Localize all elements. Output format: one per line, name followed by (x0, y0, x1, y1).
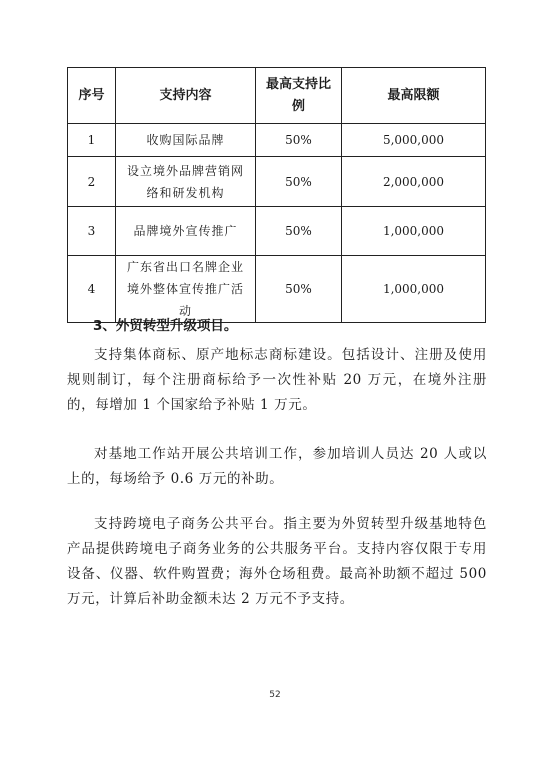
cell-content: 品牌境外宣传推广 (116, 207, 256, 256)
cell-no: 2 (68, 157, 116, 207)
cell-limit: 2,000,000 (342, 157, 486, 207)
table-row (68, 207, 486, 256)
cell-limit: 5,000,000 (342, 124, 486, 157)
cell-ratio: 50% (256, 207, 342, 256)
cell-limit: 1,000,000 (342, 256, 486, 323)
cell-content: 广东省出口名牌企业境外整体宣传推广活动 (116, 256, 256, 323)
cell-ratio: 50% (256, 157, 342, 207)
header-ratio: 最高支持比例 (256, 68, 342, 124)
table-row (68, 256, 486, 323)
table-row (68, 157, 486, 207)
cell-no: 1 (68, 124, 116, 157)
cell-ratio: 50% (256, 256, 342, 323)
page-number: 52 (269, 690, 281, 700)
header-content: 支持内容 (116, 68, 256, 124)
table-row (68, 124, 486, 157)
paragraph-training: 对基地工作站开展公共培训工作，参加培训人员达 20 人或以上的，每场给予 0.6 万元的补助。 (67, 446, 487, 487)
paragraph-trademark: 支持集体商标、原产地标志商标建设。包括设计、注册及使用规则制订，每个注册商标给予一次性补贴 20 万元，在境外注册的，每增加 1 个国家给予补贴 1 万元。 (67, 347, 487, 413)
cell-ratio: 50% (256, 124, 342, 157)
table-header-row (68, 68, 486, 124)
header-no: 序号 (68, 68, 116, 124)
cell-no: 4 (68, 256, 116, 323)
cell-content: 设立境外品牌营销网络和研发机构 (116, 157, 256, 207)
paragraph-ecommerce: 支持跨境电子商务公共平台。指主要为外贸转型升级基地特色产品提供跨境电子商务业务的公共服务平台。支持内容仅限于专用设备、仪器、软件购置费；海外仓场租费。最高补助额不超过 500 万元，计算后补助金额未达 2 万元不予支持。 (67, 516, 487, 607)
cell-content: 收购国际品牌 (116, 124, 256, 157)
section-title: 3、外贸转型升级项目。 (93, 318, 238, 334)
cell-no: 3 (68, 207, 116, 256)
support-table (67, 67, 486, 323)
cell-limit: 1,000,000 (342, 207, 486, 256)
header-limit: 最高限额 (342, 68, 486, 124)
